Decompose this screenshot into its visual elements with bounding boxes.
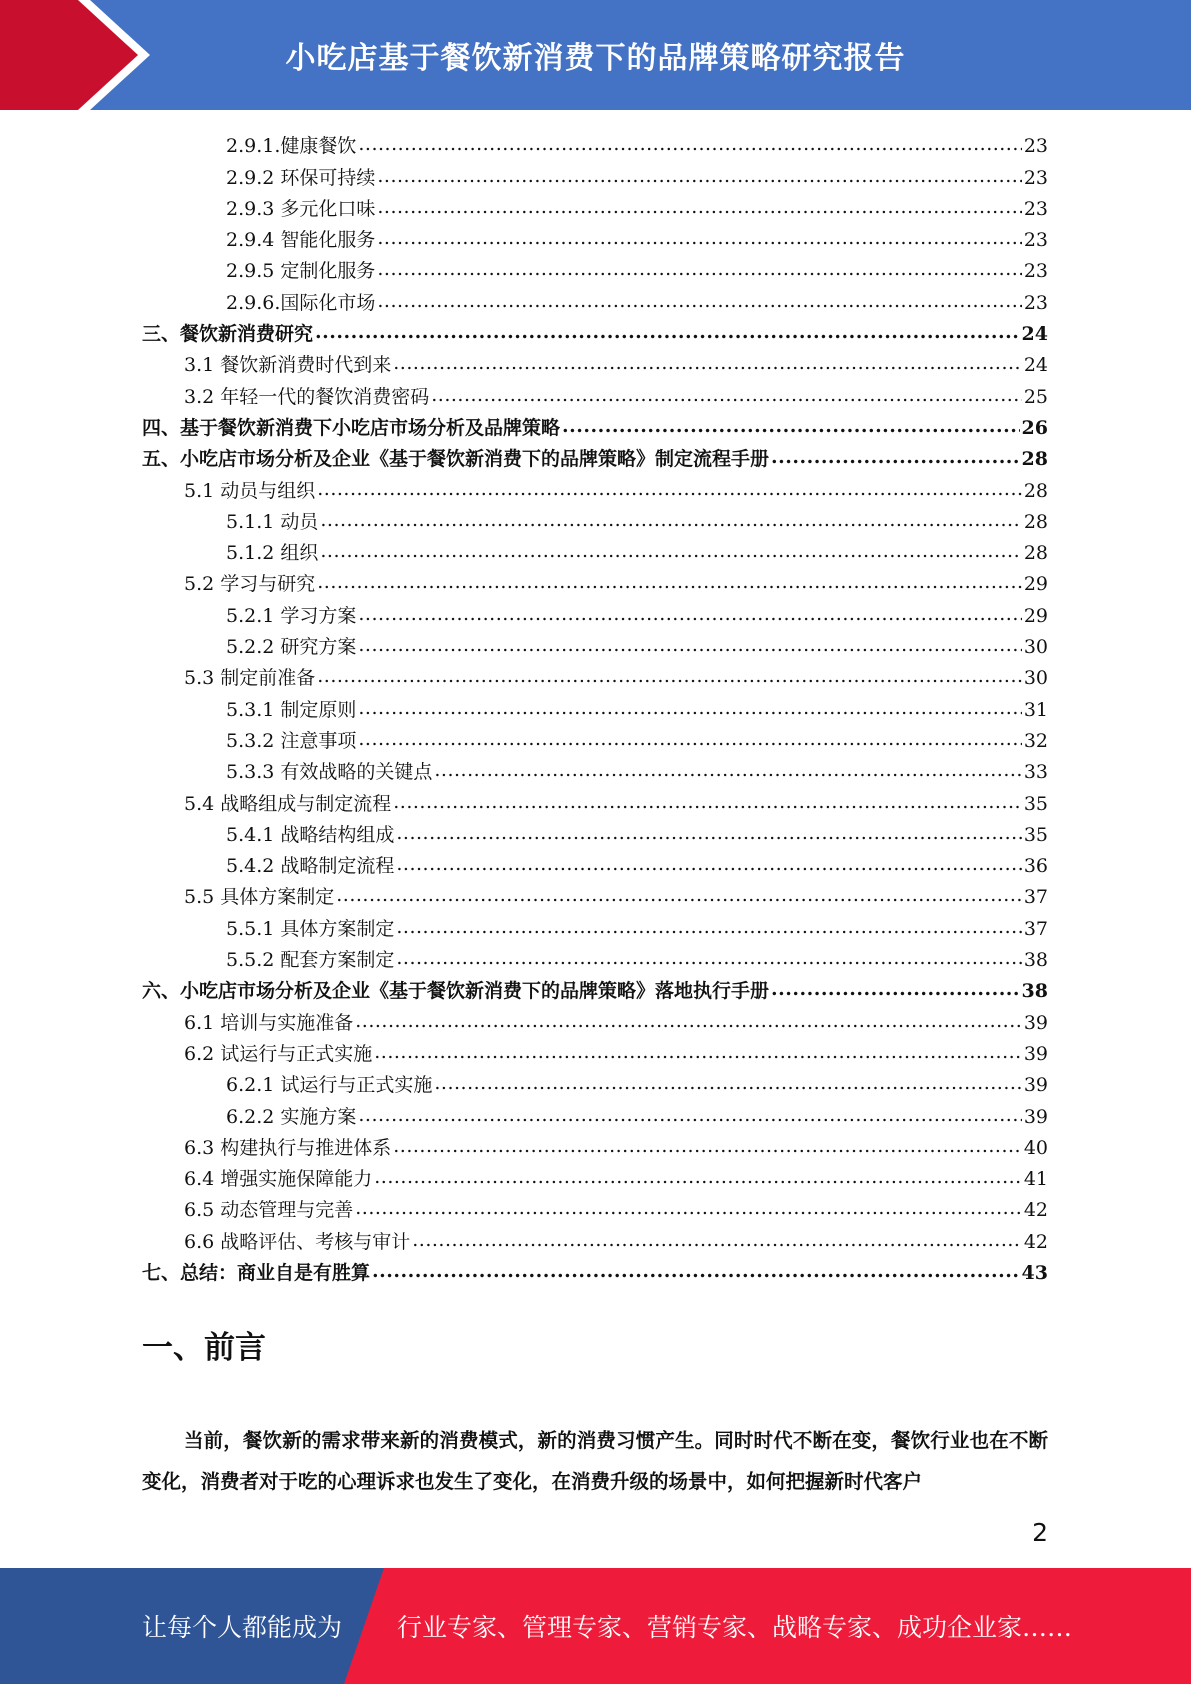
toc-dot-leader xyxy=(320,511,1021,533)
toc-dot-leader xyxy=(393,1137,1022,1159)
toc-entry-label: 四、基于餐饮新消费下小吃店市场分析及品牌策略 xyxy=(142,416,561,439)
toc-entry-page: 30 xyxy=(1023,636,1048,659)
toc-dot-leader xyxy=(315,323,1020,345)
toc-entry[interactable] xyxy=(142,220,1048,251)
toc-entry-label: 5.4 战略组成与制定流程 xyxy=(184,792,392,815)
toc-entry-page: 36 xyxy=(1023,855,1048,878)
toc-entry[interactable] xyxy=(142,126,1048,157)
toc-entry-page: 42 xyxy=(1023,1230,1048,1253)
toc-dot-leader xyxy=(358,1106,1021,1128)
toc-entry[interactable] xyxy=(142,971,1048,1002)
toc-entry-page: 24 xyxy=(1021,323,1048,346)
toc-entry-label: 5.5.2 配套方案制定 xyxy=(226,949,395,972)
toc-entry-page: 40 xyxy=(1023,1136,1048,1159)
toc-entry-page: 32 xyxy=(1023,729,1048,752)
toc-entry-label: 5.1.1 动员 xyxy=(226,510,319,533)
section-heading: 一、前言 xyxy=(142,1330,266,1366)
toc-entry[interactable] xyxy=(142,533,1048,564)
toc-entry-label: 5.3.1 制定原则 xyxy=(226,698,357,721)
toc-entry[interactable] xyxy=(142,1002,1048,1033)
toc-entry-page: 41 xyxy=(1023,1168,1048,1191)
toc-entry-page: 38 xyxy=(1021,980,1048,1003)
footer-slogan-right: 行业专家、管理专家、营销专家、战略专家、成功企业家…… xyxy=(397,1613,1073,1642)
toc-entry[interactable] xyxy=(142,470,1048,501)
toc-entry[interactable] xyxy=(142,783,1048,814)
toc-entry-page: 29 xyxy=(1023,573,1048,596)
toc-entry[interactable] xyxy=(142,815,1048,846)
toc-dot-leader xyxy=(374,1168,1022,1190)
toc-dot-leader xyxy=(317,573,1022,595)
toc-entry[interactable] xyxy=(142,1096,1048,1127)
toc-entry[interactable] xyxy=(142,439,1048,470)
toc-dot-leader xyxy=(562,417,1020,439)
toc-entry-label: 5.5.1 具体方案制定 xyxy=(226,917,395,940)
toc-entry[interactable] xyxy=(142,314,1048,345)
toc-entry-page: 35 xyxy=(1023,823,1048,846)
toc-dot-leader xyxy=(358,730,1021,752)
toc-entry[interactable] xyxy=(142,345,1048,376)
toc-dot-leader xyxy=(377,292,1021,314)
toc-entry-page: 43 xyxy=(1021,1261,1048,1284)
toc-entry-page: 37 xyxy=(1023,917,1048,940)
toc-dot-leader xyxy=(377,198,1021,220)
toc-entry[interactable] xyxy=(142,877,1048,908)
toc-entry[interactable] xyxy=(142,846,1048,877)
toc-entry-page: 23 xyxy=(1023,291,1048,314)
toc-entry[interactable] xyxy=(142,502,1048,533)
toc-entry-page: 35 xyxy=(1023,792,1048,815)
toc-entry-label: 3.2 年轻一代的餐饮消费密码 xyxy=(184,385,430,408)
toc-entry[interactable] xyxy=(142,1190,1048,1221)
toc-entry-label: 三、餐饮新消费研究 xyxy=(142,323,314,346)
toc-entry-label: 2.9.6.国际化市场 xyxy=(226,291,376,314)
toc-entry[interactable] xyxy=(142,752,1048,783)
toc-entry-label: 6.2 试运行与正式实施 xyxy=(184,1042,373,1065)
toc-entry-page: 28 xyxy=(1023,479,1048,502)
toc-entry-label: 五、小吃店市场分析及企业《基于餐饮新消费下的品牌策略》制定流程手册 xyxy=(142,448,770,471)
toc-entry-page: 30 xyxy=(1023,667,1048,690)
toc-entry-page: 23 xyxy=(1023,260,1048,283)
toc-entry[interactable] xyxy=(142,282,1048,313)
toc-entry-label: 5.2.1 学习方案 xyxy=(226,604,357,627)
toc-entry-label: 2.9.1.健康餐饮 xyxy=(226,135,357,158)
toc-dot-leader xyxy=(771,448,1020,470)
toc-dot-leader xyxy=(396,824,1021,846)
toc-entry[interactable] xyxy=(142,157,1048,188)
toc-entry-page: 39 xyxy=(1023,1074,1048,1097)
toc-entry-page: 39 xyxy=(1023,1105,1048,1128)
toc-entry-label: 5.5 具体方案制定 xyxy=(184,886,335,909)
toc-entry-label: 5.3.2 注意事项 xyxy=(226,729,357,752)
header-arrow-decoration xyxy=(0,0,160,110)
toc-entry-page: 26 xyxy=(1021,416,1048,439)
toc-entry-page: 28 xyxy=(1023,542,1048,565)
toc-entry-label: 3.1 餐饮新消费时代到来 xyxy=(184,354,392,377)
toc-entry-label: 5.2.2 研究方案 xyxy=(226,636,357,659)
toc-entry[interactable] xyxy=(142,408,1048,439)
body-paragraph: 当前，餐饮新的需求带来新的消费模式，新的消费习惯产生。同时时代不断在变，餐饮行业也在不断变化，消费者对于吃的心理诉求也发生了变化，在消费升级的场景中，如何把握新时代客户 xyxy=(142,1429,1048,1493)
toc-entry[interactable] xyxy=(142,940,1048,971)
toc-entry[interactable] xyxy=(142,658,1048,689)
toc-entry-label: 6.2.2 实施方案 xyxy=(226,1105,357,1128)
toc-entry-page: 23 xyxy=(1023,166,1048,189)
toc-entry-label: 6.3 构建执行与推进体系 xyxy=(184,1136,392,1159)
toc-dot-leader xyxy=(355,1012,1022,1034)
toc-entry-page: 29 xyxy=(1023,604,1048,627)
toc-entry[interactable] xyxy=(142,908,1048,939)
toc-dot-leader xyxy=(393,354,1022,376)
toc-dot-leader xyxy=(412,1231,1022,1253)
toc-entry-label: 5.4.1 战略结构组成 xyxy=(226,823,395,846)
toc-entry-label: 6.6 战略评估、考核与审计 xyxy=(184,1230,411,1253)
toc-entry[interactable] xyxy=(142,627,1048,658)
toc-dot-leader xyxy=(396,918,1021,940)
page-footer xyxy=(0,1568,1191,1684)
toc-entry-label: 5.1.2 组织 xyxy=(226,542,319,565)
toc-dot-leader xyxy=(358,135,1021,157)
toc-entry[interactable] xyxy=(142,1065,1048,1096)
toc-entry-page: 24 xyxy=(1023,354,1048,377)
toc-dot-leader xyxy=(317,667,1022,689)
footer-slogan-left: 让每个人都能成为 xyxy=(142,1613,343,1642)
toc-dot-leader xyxy=(317,480,1022,502)
toc-entry-label: 6.4 增强实施保障能力 xyxy=(184,1168,373,1191)
toc-dot-leader xyxy=(320,542,1021,564)
toc-dot-leader xyxy=(358,636,1021,658)
toc-entry-page: 28 xyxy=(1023,510,1048,533)
toc-entry[interactable] xyxy=(142,1159,1048,1190)
toc-dot-leader xyxy=(377,229,1021,251)
document-title: 小吃店基于餐饮新消费下的品牌策略研究报告 xyxy=(285,41,906,76)
toc-entry-label: 6.5 动态管理与完善 xyxy=(184,1199,354,1222)
page-number: 2 xyxy=(1032,1518,1048,1547)
toc-entry-page: 37 xyxy=(1023,886,1048,909)
toc-entry[interactable] xyxy=(142,1221,1048,1252)
toc-entry-label: 5.4.2 战略制定流程 xyxy=(226,855,395,878)
toc-entry-label: 5.1 动员与组织 xyxy=(184,479,316,502)
toc-entry-label: 2.9.5 定制化服务 xyxy=(226,260,376,283)
table-of-contents xyxy=(142,126,1048,1284)
toc-entry-label: 5.3.3 有效战略的关键点 xyxy=(226,761,433,784)
toc-dot-leader xyxy=(377,260,1021,282)
toc-entry-page: 39 xyxy=(1023,1042,1048,1065)
toc-dot-leader xyxy=(374,1043,1022,1065)
toc-entry-label: 5.2 学习与研究 xyxy=(184,573,316,596)
toc-entry-page: 23 xyxy=(1023,229,1048,252)
toc-entry-label: 2.9.2 环保可持续 xyxy=(226,166,376,189)
toc-dot-leader xyxy=(771,980,1020,1002)
toc-dot-leader xyxy=(377,167,1021,189)
toc-entry[interactable] xyxy=(142,564,1048,595)
toc-dot-leader xyxy=(434,761,1021,783)
page-header xyxy=(0,0,1191,110)
toc-entry[interactable] xyxy=(142,376,1048,407)
toc-entry-page: 31 xyxy=(1023,698,1048,721)
toc-entry-page: 38 xyxy=(1023,949,1048,972)
toc-entry[interactable] xyxy=(142,689,1048,720)
toc-entry-label: 2.9.3 多元化口味 xyxy=(226,197,376,220)
toc-entry[interactable] xyxy=(142,721,1048,752)
toc-dot-leader xyxy=(393,793,1022,815)
toc-dot-leader xyxy=(372,1262,1020,1284)
toc-entry-label: 6.1 培训与实施准备 xyxy=(184,1011,354,1034)
toc-dot-leader xyxy=(431,386,1022,408)
toc-entry-page: 33 xyxy=(1023,761,1048,784)
toc-entry[interactable] xyxy=(142,1253,1048,1284)
toc-dot-leader xyxy=(434,1074,1021,1096)
toc-entry-page: 28 xyxy=(1021,448,1048,471)
toc-entry-page: 23 xyxy=(1023,135,1048,158)
toc-entry[interactable] xyxy=(142,1128,1048,1159)
toc-entry-page: 25 xyxy=(1023,385,1048,408)
toc-dot-leader xyxy=(336,886,1022,908)
toc-dot-leader xyxy=(396,855,1021,877)
toc-entry-label: 七、总结：商业自是有胜算 xyxy=(142,1261,371,1284)
toc-entry[interactable] xyxy=(142,1034,1048,1065)
toc-entry-label: 六、小吃店市场分析及企业《基于餐饮新消费下的品牌策略》落地执行手册 xyxy=(142,980,770,1003)
toc-entry-label: 6.2.1 试运行与正式实施 xyxy=(226,1074,433,1097)
toc-entry[interactable] xyxy=(142,189,1048,220)
toc-entry-page: 23 xyxy=(1023,197,1048,220)
toc-entry-label: 5.3 制定前准备 xyxy=(184,667,316,690)
toc-entry-page: 42 xyxy=(1023,1199,1048,1222)
toc-entry-label: 2.9.4 智能化服务 xyxy=(226,229,376,252)
toc-entry[interactable] xyxy=(142,251,1048,282)
toc-entry[interactable] xyxy=(142,595,1048,626)
toc-dot-leader xyxy=(358,605,1021,627)
toc-dot-leader xyxy=(396,949,1021,971)
toc-dot-leader xyxy=(355,1199,1022,1221)
toc-dot-leader xyxy=(358,699,1021,721)
toc-entry-page: 39 xyxy=(1023,1011,1048,1034)
